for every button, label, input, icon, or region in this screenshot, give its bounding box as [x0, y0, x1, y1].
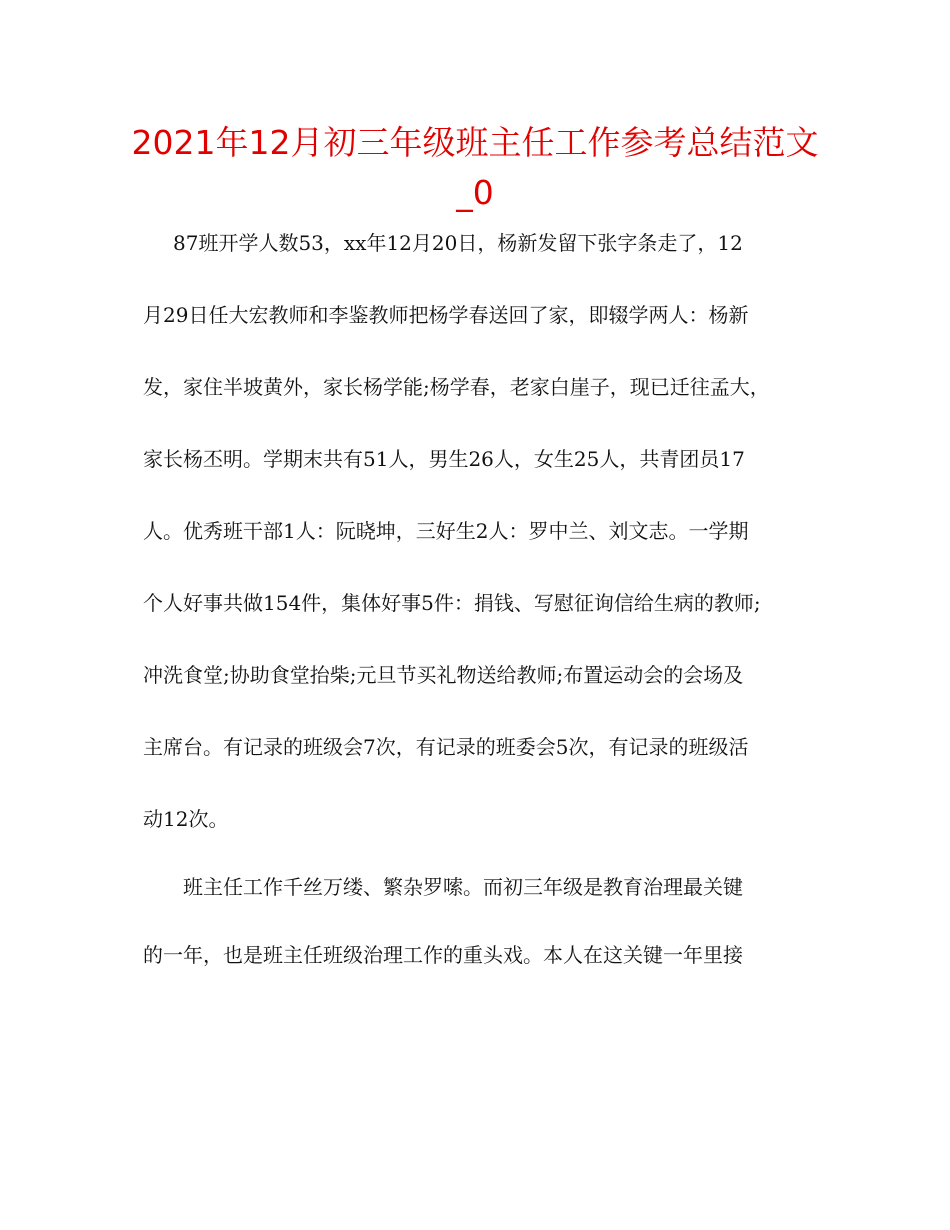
paragraph-1-line-5: 人。优秀班干部1人：阮晓坤，三好生2人：罗中兰、刘文志。一学期 [143, 519, 749, 543]
paragraph-1-line-1: 87班开学人数53，xx年12月20日，杨新发留下张字条走了，12 [173, 231, 743, 255]
paragraph-1-line-9: 动12次。 [143, 807, 229, 831]
paragraph-1-line-3: 发，家住半坡黄外，家长杨学能;杨学春，老家白崖子，现已迁往孟大， [143, 375, 770, 399]
paragraph-2-line-1: 班主任工作千丝万缕、繁杂罗嗦。而初三年级是教育治理最关键 [183, 875, 743, 899]
paragraph-2-line-2: 的一年，也是班主任班级治理工作的重头戏。本人在这关键一年里接 [143, 943, 743, 967]
paragraph-1-line-6: 个人好事共做154件，集体好事5件：捐钱、写慰征询信给生病的教师; [143, 591, 761, 615]
document-title: 2021年12月初三年级班主任工作参考总结范文_0 [131, 123, 819, 212]
paragraph-1-line-4: 家长杨丕明。学期末共有51人，男生26人，女生25人，共青团员17 [143, 447, 745, 471]
paragraph-1-line-8: 主席台。有记录的班级会7次，有记录的班委会5次，有记录的班级活 [143, 735, 749, 759]
paragraph-1-line-7: 冲洗食堂;协助食堂抬柴;元旦节买礼物送给教师;布置运动会的会场及 [143, 663, 744, 687]
paragraph-1-line-2: 月29日任大宏教师和李鉴教师把杨学春送回了家，即辍学两人：杨新 [143, 303, 749, 327]
